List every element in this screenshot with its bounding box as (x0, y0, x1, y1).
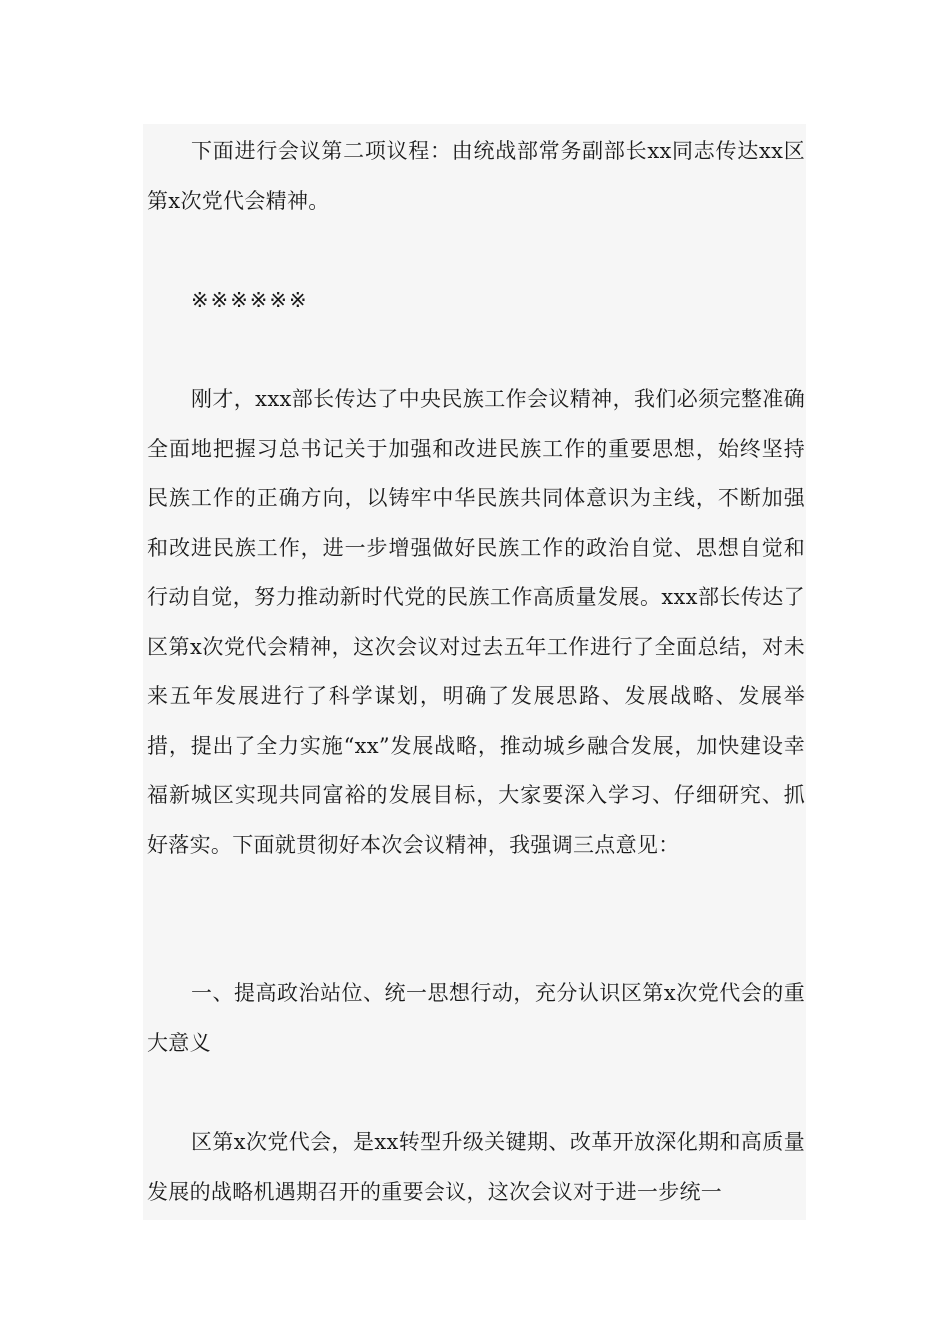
agenda-paragraph: 下面进行会议第二项议程：由统战部常务副部长xx同志传达xx区第x次党代会精神。 (147, 139, 805, 213)
speech-paragraph: 刚才，xxx部长传达了中央民族工作会议精神，我们必须完整准确全面地把握习总书记关于加强和改进民族工作的重要思想，始终坚持民族工作的正确方向，以铸牢中华民族共同体意识为主线，不断加强和改进民族工作，进一步增强做好民族工作的政治自觉、思想自觉和行动自觉，努力推动新时代党的民族工作高质量发展。xxx部长传达了区第x次党代会精神，这次会议对过去五年工作进行了全面总结，对未来五年发展进行了科学谋划，明确了发展思路、发展战略、发展举措，提出了全力实施“xx”发展战略，推动城乡融合发展，加快建设幸福新城区实现共同富裕的发展目标，大家要深入学习、仔细研究、抓好落实。下面就贯彻好本次会议精神，我强调三点意见： (147, 387, 805, 857)
section-heading-1: 一、提高政治站位、统一思想行动，充分认识区第x次党代会的重大意义 (147, 981, 805, 1055)
body-paragraph: 区第x次党代会，是xx转型升级关键期、改革开放深化期和高质量发展的战略机遇期召开的重要会议，这次会议对于进一步统一 (147, 1130, 805, 1204)
document-body (143, 124, 806, 1220)
section-separator: ※※※※※※ (191, 288, 309, 312)
